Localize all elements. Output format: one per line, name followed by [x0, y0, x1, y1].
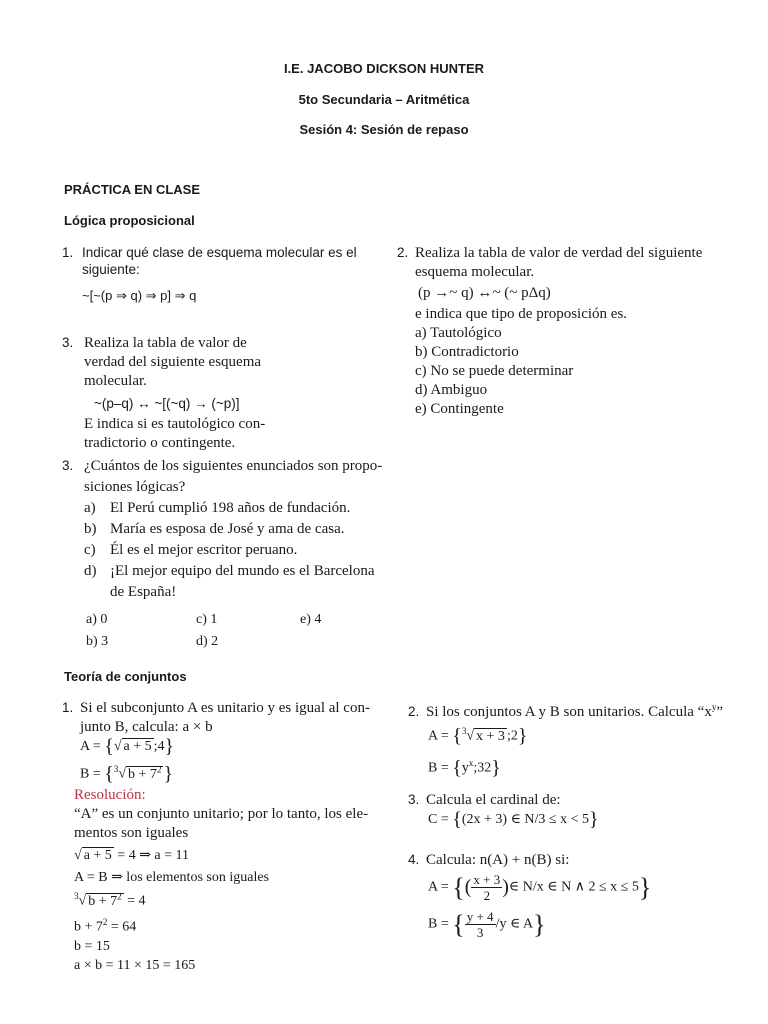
set-B-definition: B = {$^3$√ $b + 7^2$ }	[80, 763, 174, 786]
option: b) 3	[86, 634, 109, 649]
sets-question-4: 4. Calcula: n(A) + n(B) si: A = {( $\frac{x + 3}{2}$ )∈ N/x ∈ N ∧ 2 ≤ x ≤ 5} B = { $\frac{y + 4}{3}$ /y ∈ A}	[408, 850, 748, 940]
sets-heading: Teoría de conjuntos	[64, 669, 187, 684]
question-number: 3.	[408, 792, 420, 807]
set-A-definition: A = {√ a + 5 ;4}	[80, 735, 175, 758]
formula: ~(p–q) ↔ ~[(~q) → (~p)]	[94, 396, 240, 411]
logic-question-1: 1. Indicar qué clase de esquema molecular es el siguiente: ~[~(p ⇒ q) ⇒ p] ⇒ q	[62, 244, 397, 304]
formula: ~[~(p ⇒ q) ⇒ p] ⇒ q	[82, 288, 197, 303]
question-number: 1.	[62, 245, 74, 260]
question-number: 2.	[397, 245, 409, 260]
list-item: a) El Perú cumplió 198 años de fundación.	[84, 500, 351, 516]
grade-subject: 5to Secundaria – Aritmética	[298, 92, 470, 107]
list-item: d) ¡El mejor equipo del mundo es el Barcelona	[84, 563, 375, 579]
set-B-definition: $B = \{y^x;32\}$	[428, 756, 501, 779]
resolution-step: A = B ⇒ los elementos son iguales	[74, 870, 270, 886]
logic-question-3b: 3. ¿Cuántos de los siguientes enunciados son propo- siciones lógicas? a) El Perú cumplió 198 años de fundación. b) María es esposa de José y ama de casa. c) Él es el mejor escritor peruano. d) ¡El mejor equipo del mundo es el Barcelona de España!	[62, 455, 412, 603]
set-B-definition: B = { $\frac{y + 4}{3}$ /y ∈ A}	[428, 909, 546, 940]
resolution-step: $b + 7^2 = 64$	[74, 916, 137, 935]
option: a) 0	[86, 612, 108, 627]
option: d) 2	[196, 634, 219, 649]
list-item: c) Él es el mejor escritor peruano.	[84, 542, 298, 558]
set-C-definition: C = {(2x + 3) ∈ N/3 ≤ x < 5}	[428, 808, 599, 831]
question-number: 4.	[408, 852, 420, 867]
resolution-step: b = 15	[74, 938, 110, 954]
option: b) Contradictorio	[415, 344, 519, 360]
logic-question-2: 2. Realiza la tabla de valor de verdad del siguiente esquema molecular. (p →~ q) ↔~ (~ pΔq) e indica que tipo de proposición es. a) Tautológico b) Contradictorio c) No se puede determinar d) Ambiguo e) Contingente	[397, 243, 737, 419]
option: e) Contingente	[415, 401, 504, 417]
resolution-step: √ a + 5 = 4 ⇒ a = 11	[74, 848, 190, 864]
question-number: 3.	[62, 458, 74, 473]
set-A-definition: A = {$^3$√ x + 3 ;2}	[428, 724, 528, 747]
resolution-title: Resolución:	[74, 787, 146, 804]
set-A-definition: A = {( $\frac{x + 3}{2}$ )∈ N/x ∈ N ∧ 2 ≤ x ≤ 5}	[428, 872, 652, 903]
question-number: 2.	[408, 704, 420, 719]
sets-question-3: 3. Calcula el cardinal de: C = {(2x + 3) ∈ N/3 ≤ x < 5}	[408, 790, 748, 829]
answer-options	[86, 609, 321, 653]
option: a) Tautológico	[415, 325, 502, 341]
resolution-step: a × b = 11 × 15 = 165	[74, 957, 196, 973]
sets-question-2: 2. Si los conjuntos A y B son unitarios. Calcula “$x^y$” A = {$^3$√ x + 3 ;2} $B = \{y^x;32\}$	[408, 698, 748, 778]
resolution-step: $^3$√ $b + 7^2 = 4$	[74, 891, 146, 909]
formula: (p →~ q) ↔~ (~ pΔq)	[418, 285, 551, 301]
question-number: 3.	[62, 335, 74, 350]
sets-question-1: 1. Si el subconjunto A es unitario y es igual al con- junto B, calcula: a × b A = {√ a + 5 ;4} B = {$^3$√ $b + 7^2$ } Resolución: “A” es un conjunto unitario; por lo tanto, los ele- mentos son iguales √ a + 5 = 4 ⇒ a = 11 A = B ⇒ los elementos son iguales $^3$√ $b + 7^2 = 4$ $b + 7^2 = 64$ b = 15 a × b = 11 × 15 = 165	[62, 698, 392, 975]
school-name: I.E. JACOBO DICKSON HUNTER	[283, 61, 485, 76]
option: d) Ambiguo	[415, 382, 488, 398]
option: c) No se puede determinar	[415, 363, 574, 379]
practice-heading: PRÁCTICA EN CLASE	[64, 182, 201, 197]
logic-heading: Lógica proposicional	[64, 213, 195, 228]
option: c) 1	[196, 612, 218, 627]
list-item: b) María es esposa de José y ama de casa.	[84, 521, 345, 537]
logic-question-3a: 3. Realiza la tabla de valor de verdad del siguiente esquema molecular. ~(p–q) ↔ ~[(~q) → (~p)] E indica si es tautológico con- tradictorio o contingente.	[62, 333, 392, 453]
session-title: Sesión 4: Sesión de repaso	[299, 122, 469, 137]
option: e) 4	[300, 612, 322, 627]
question-number: 1.	[62, 700, 74, 715]
